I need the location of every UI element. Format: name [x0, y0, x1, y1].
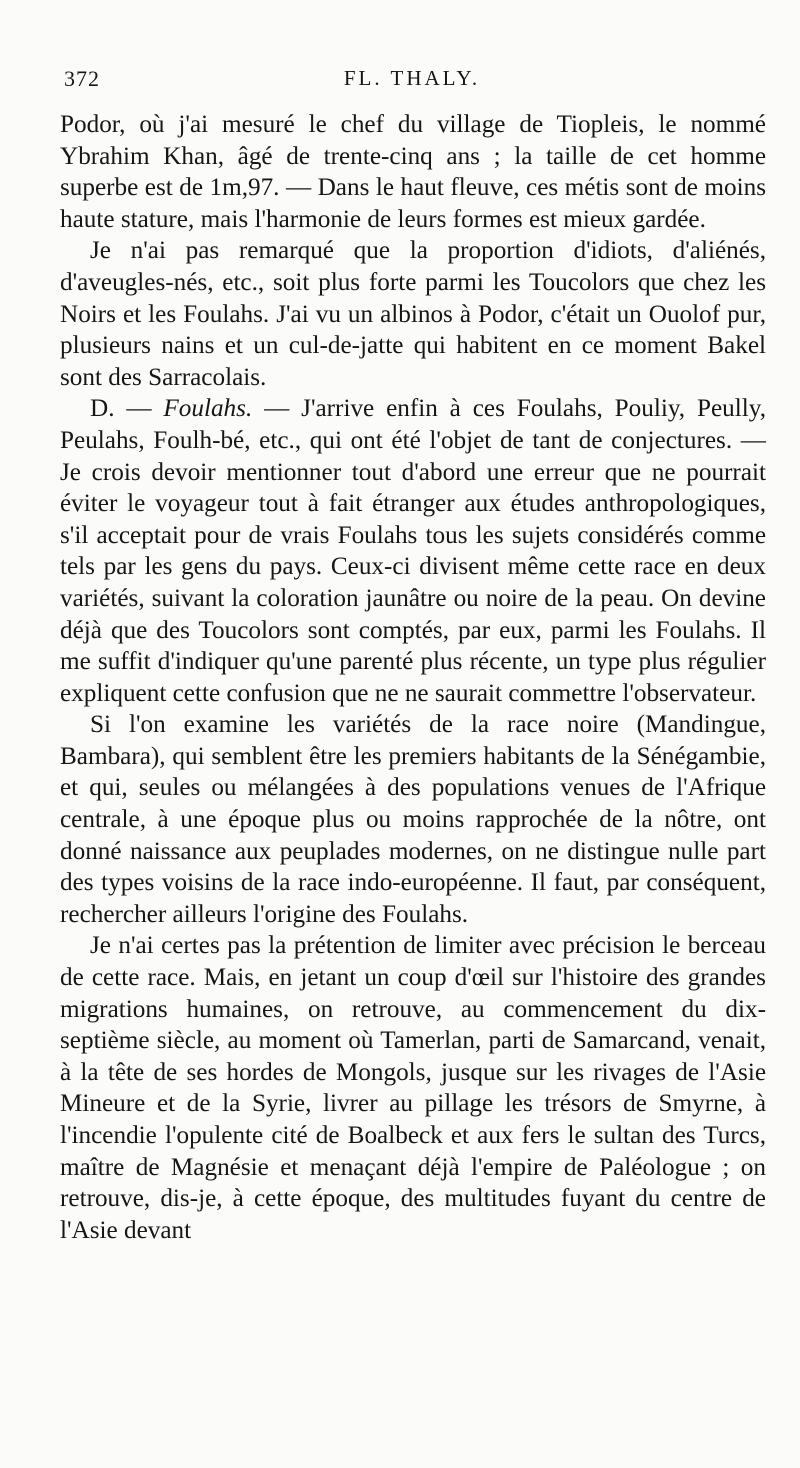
section-label: D. —	[90, 395, 164, 423]
section-heading: Foulahs.	[163, 395, 253, 423]
paragraph-1: Podor, où j'ai mesuré le chef du village de Tiopleis, le nommé Ybrahim Khan, âgé de trente-cinq ans ; la taille de cet homme superbe est de 1m,97. — Dans le haut fleuve, ces métis sont de moins haute stature, mais l'harmonie de leurs formes est mieux gardée.	[60, 111, 766, 233]
paragraph-3-text: — J'arrive enfin à ces Foulahs, Pouliy, Peully, Peulahs, Foulh-bé, etc., qui ont été l'objet de tant de conjectures. — Je crois devoir mentionner tout d'abord une erreur que ne pourrait éviter le voyageur tout à fait étranger aux études anthropologiques, s'il acceptait pour de vrais Foulahs tous les sujets considérés comme tels par les gens du pays. Ceux-ci divisent même cette race en deux variétés, suivant la coloration jaunâtre ou noire de la peau. On devine déjà que des Toucolors sont comptés, par eux, parmi les Foulahs. Il me suffit d'indiquer qu'une parenté plus récente, un type plus régulier expliquent cette confusion que ne ne saurait commettre l'observateur.	[60, 395, 766, 707]
running-head: FL. THALY.	[343, 66, 481, 90]
page-number: 372	[64, 66, 100, 91]
paragraph-3	[60, 393, 766, 709]
paragraph-5: Je n'ai certes pas la prétention de limiter avec précision le berceau de cette race. Mais, en jetant un coup d'œil sur l'histoire des grandes migrations humaines, on retrouve, au commencement du dix-septième siècle, au moment où Tamerlan, parti de Samarcand, venait, à la tête de ses hordes de Mongols, jusque sur les rivages de l'Asie Mineure et de la Syrie, livrer au pillage les trésors de Smyrne, à l'incendie l'opulente cité de Boalbeck et aux fers le sultan des Turcs, maître de Magnésie et menaçant déjà l'empire de Paléologue ; on retrouve, dis-je, à cette époque, des multitudes fuyant du centre de l'Asie devant	[60, 932, 766, 1244]
body-text	[60, 109, 766, 1246]
page-header	[56, 66, 768, 96]
paragraph-2: Je n'ai pas remarqué que la proportion d'idiots, d'aliénés, d'aveugles-nés, etc., soit plus forte parmi les Toucolors que chez les Noirs et les Foulahs. J'ai vu un albinos à Podor, c'était un Ouolof pur, plusieurs nains et un cul-de-jatte qui habitent en ce moment Bakel sont des Sarracolais.	[60, 237, 766, 391]
paragraph-4: Si l'on examine les variétés de la race noire (Mandingue, Bambara), qui semblent être les premiers habitants de la Sénégambie, et qui, seules ou mélangées à des populations venues de l'Afrique centrale, à une époque plus ou moins rapprochée de la nôtre, ont donné naissance aux peuplades modernes, on ne distingue nulle part des types voisins de la race indo-européenne. Il faut, par conséquent, rechercher ailleurs l'origine des Foulahs.	[60, 711, 766, 928]
